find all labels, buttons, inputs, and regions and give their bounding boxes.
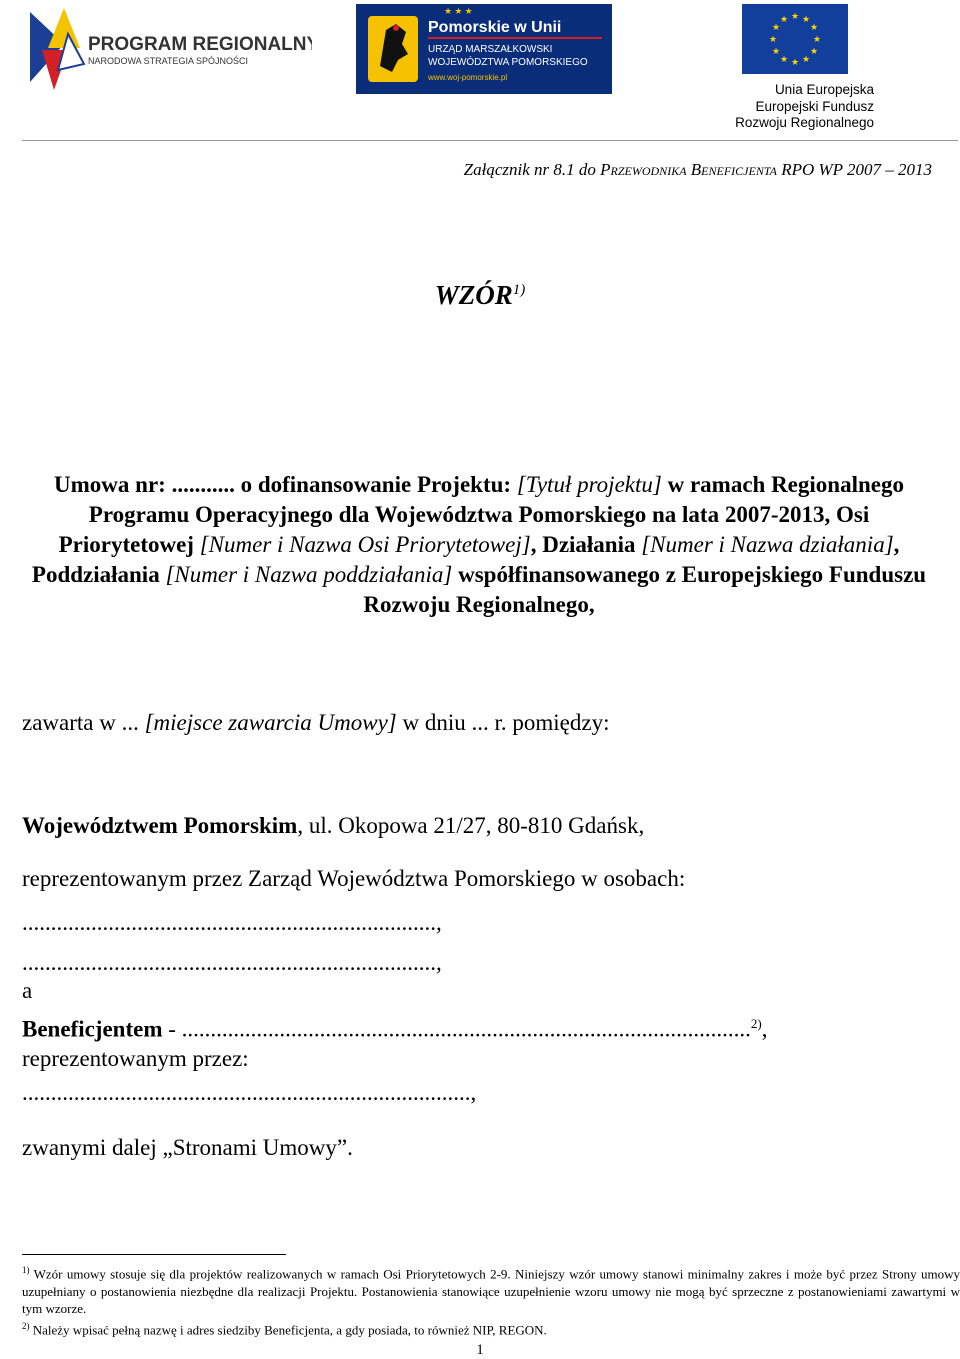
place-placeholder: [miejsce zawarcia Umowy] bbox=[144, 710, 397, 735]
svg-text:★: ★ bbox=[809, 47, 819, 57]
beneficiary-label: Beneficjentem bbox=[22, 1016, 163, 1042]
beneficiary-footnote-ref: 2) bbox=[750, 1016, 762, 1031]
project-title-placeholder: [Tytuł projektu] bbox=[516, 472, 662, 497]
pomorskie-griffin-icon bbox=[356, 4, 612, 94]
pomorskie-line2: WOJEWÓDZTWA POMORSKIEGO bbox=[428, 57, 588, 68]
place-date-line bbox=[22, 710, 609, 736]
beneficiary-party bbox=[22, 1016, 952, 1043]
program-regionalny-subtitle: NARODOWA STRATEGIA SPÓJNOŚCI bbox=[88, 56, 249, 66]
representative-line-1: ........................................................................, bbox=[22, 910, 442, 935]
footnote-2-ref: 2) bbox=[22, 1321, 30, 1331]
priority-axis-placeholder: [Numer i Nazwa Osi Priorytetowej] bbox=[199, 532, 531, 557]
svg-text:★: ★ bbox=[790, 12, 800, 22]
program-regionalny-emblem-icon bbox=[22, 4, 312, 94]
agreement-part-1: Umowa nr: ........... o dofinansowanie Projektu: bbox=[54, 472, 517, 497]
submeasure-placeholder: [Numer i Nazwa poddziałania] bbox=[165, 562, 453, 587]
page-number: 1 bbox=[476, 1342, 484, 1358]
footnote-1-text: Wzór umowy stosuje się dla projektów realizowanych w ramach Osi Priorytetowych 2-9. Niniejszy wzór umowy stanowi minimalny zakres i może być przez Strony umowy uzupełniany o postanowienia niezbędne dla realizacji Projektu. Postanowienia stanowiące uzupełnienie wzoru umowy nie mogą być sprzeczne z postanowieniami zawartymi w tym wzorze. bbox=[22, 1266, 960, 1317]
represented-by-board: reprezentowanym przez Zarząd Województwa Pomorskiego w osobach: bbox=[22, 866, 686, 891]
place-part-1: zawarta w ... bbox=[22, 710, 145, 735]
beneficiary-representative-line: .............................................................................., bbox=[22, 1080, 477, 1105]
eu-caption-line2: Europejski Fundusz bbox=[755, 98, 874, 114]
annex-prefix: Załącznik nr 8.1 do bbox=[463, 160, 601, 179]
voivodeship-address: , ul. Okopowa 21/27, 80-810 Gdańsk, bbox=[297, 813, 645, 838]
svg-text:★ ★ ★: ★ ★ ★ bbox=[444, 6, 473, 16]
program-regionalny-logo bbox=[22, 4, 312, 94]
svg-text:★: ★ bbox=[801, 15, 811, 25]
footnote-1 bbox=[22, 1262, 960, 1318]
voivodeship-name: Województwem Pomorskim bbox=[22, 813, 298, 838]
measure-placeholder: [Numer i Nazwa działania] bbox=[641, 532, 894, 557]
program-regionalny-title: PROGRAM REGIONALNY bbox=[88, 34, 312, 55]
svg-text:★: ★ bbox=[779, 15, 789, 25]
annex-suffix: RPO WP 2007 – 2013 bbox=[776, 160, 932, 179]
voivodeship-party bbox=[22, 813, 644, 839]
eu-caption-line1: Unia Europejska bbox=[774, 82, 874, 97]
footnote-2-text: Należy wpisać pełną nazwę i adres siedziby Beneficjenta, a gdy posiada, to również NIP, REGON. bbox=[29, 1322, 547, 1338]
title-text: WZÓR bbox=[434, 280, 513, 310]
footnote-1-ref: 1) bbox=[22, 1265, 30, 1275]
pomorskie-w-unii-logo bbox=[356, 4, 612, 94]
document-title bbox=[0, 280, 960, 311]
annex-reference bbox=[464, 160, 932, 180]
pomorskie-line1: URZĄD MARSZAŁKOWSKI bbox=[428, 44, 553, 55]
eu-caption-line3: Rozwoju Regionalnego bbox=[735, 115, 874, 130]
svg-text:★: ★ bbox=[790, 58, 800, 68]
title-footnote-ref: 1) bbox=[512, 282, 526, 298]
eu-caption bbox=[735, 82, 874, 132]
parties-definition: zwanymi dalej „Stronami Umowy”. bbox=[22, 1135, 353, 1160]
svg-text:★: ★ bbox=[779, 55, 789, 65]
eu-flag-logo bbox=[742, 4, 848, 74]
beneficiary-represented-by: reprezentowanym przez: bbox=[22, 1046, 249, 1071]
agreement-part-9: współfinansowanego z Europejskiego Funduszu Rozwoju Regionalnego, bbox=[363, 562, 927, 617]
representative-line-2: ........................................................................, bbox=[22, 950, 442, 975]
footnote-2 bbox=[22, 1318, 960, 1339]
svg-text:★: ★ bbox=[809, 23, 819, 33]
agreement-part-3: w ramach Regionalnego Programu Operacyjnego dla Województwa Pomorskiego na lata 2007-2013, Osi Priorytetowej bbox=[58, 472, 904, 557]
agreement-heading bbox=[22, 470, 936, 620]
svg-text:★: ★ bbox=[812, 35, 822, 45]
svg-text:★: ★ bbox=[768, 35, 778, 45]
svg-text:★: ★ bbox=[801, 55, 811, 65]
conjunction-a: a bbox=[22, 978, 33, 1003]
place-part-3: w dniu ... r. pomiędzy: bbox=[396, 710, 610, 735]
agreement-part-5: , Działania bbox=[530, 532, 642, 557]
eu-flag-icon bbox=[742, 4, 848, 74]
agreement-part-7: , Poddziałania bbox=[31, 532, 900, 587]
svg-text:★: ★ bbox=[771, 23, 781, 33]
svg-text:★: ★ bbox=[771, 47, 781, 57]
annex-guide-name: Przewodnika Beneficjenta bbox=[600, 160, 777, 179]
pomorskie-url: www.woj-pomorskie.pl bbox=[428, 73, 508, 82]
pomorskie-title: Pomorskie w Unii bbox=[428, 19, 562, 36]
header-divider bbox=[22, 140, 958, 141]
beneficiary-comma: , bbox=[761, 1016, 768, 1042]
beneficiary-dots: - ................................................................................................... bbox=[162, 1016, 751, 1042]
footnote-divider bbox=[22, 1254, 286, 1255]
